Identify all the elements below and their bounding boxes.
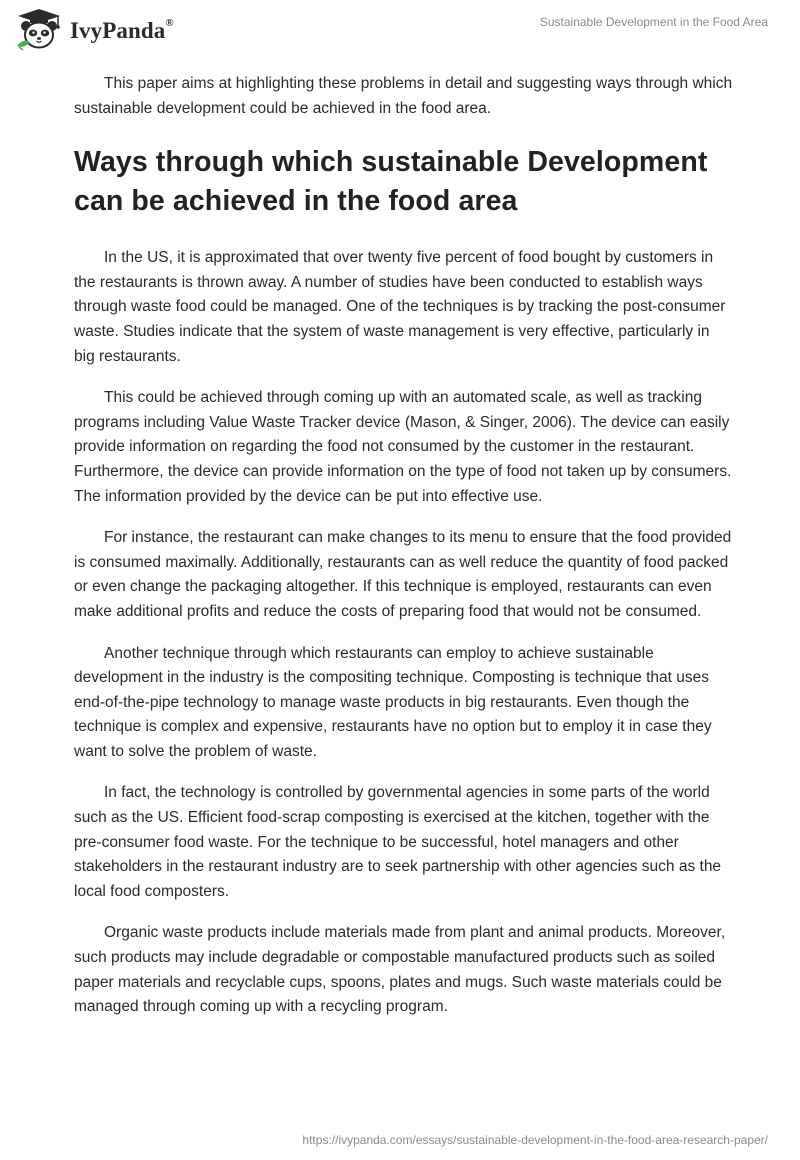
- page-header: [0, 0, 800, 60]
- paragraph: This could be achieved through coming up with an automated scale, as well as tracking programs including Value Waste Tracker device (Mason, & Singer, 2006). The device can easily provide information on regarding the food not consumed by the customer in the restaurant. Furthermore, the device can provide information on the type of food not taken up by consumers. The information provided by the device can be put into effective use.: [74, 389, 732, 505]
- ivypanda-logo[interactable]: [14, 8, 174, 52]
- paragraph: In fact, the technology is controlled by governmental agencies in some parts of the world such as the US. Efficient food-scrap composting is exercised at the kitchen, together with the pre-consumer food waste. For the technique to be successful, hotel managers and other stakeholders in the restaurant industry are to seek partnership with other agencies such as the local food composters.: [74, 784, 722, 900]
- article-body: [74, 72, 734, 1037]
- panda-graduate-icon: [14, 8, 64, 52]
- paragraph: Another technique through which restaurants can employ to achieve sustainable development in the industry is the compositing technique. Composting is technique that uses end-of-the-pipe technology to manage waste products in big restaurants. Even though the technique is complex and expensive, restaurants have no option but to employ it in case they want to solve the problem of waste.: [74, 644, 712, 760]
- intro-paragraph: This paper aims at highlighting these problems in detail and suggesting ways through which sustainable development could be achieved in the food area.: [74, 75, 733, 117]
- logo-text: IvyPanda®: [70, 17, 174, 43]
- section-heading: Ways through which sustainable Development can be achieved in the food area: [74, 146, 708, 218]
- document-title: Sustainable Development in the Food Area: [539, 15, 768, 29]
- paragraph: For instance, the restaurant can make changes to its menu to ensure that the food provided is consumed maximally. Additionally, restaurants can as well reduce the quantity of food packed or even change the packaging altogether. If this technique is employed, restaurants can even make additional profits and reduce the costs of preparing food that would not be consumed.: [74, 529, 732, 620]
- paragraph: Organic waste products include materials made from plant and animal products. Moreover, such products may include degradable or compostable manufactured products such as soiled paper materials and recyclable cups, spoons, plates and mugs. Such waste materials could be managed through coming up with a recycling program.: [74, 924, 726, 1016]
- paragraph: In the US, it is approximated that over twenty five percent of food bought by customers in the restaurants is thrown away. A number of studies have been conducted to establish ways through waste food could be managed. One of the techniques is by tracking the post-consumer waste. Studies indicate that the system of waste management is very effective, particularly in big restaurants.: [74, 249, 726, 365]
- source-url[interactable]: https://ivypanda.com/essays/sustainable-development-in-the-food-area-research-paper/: [302, 1133, 768, 1147]
